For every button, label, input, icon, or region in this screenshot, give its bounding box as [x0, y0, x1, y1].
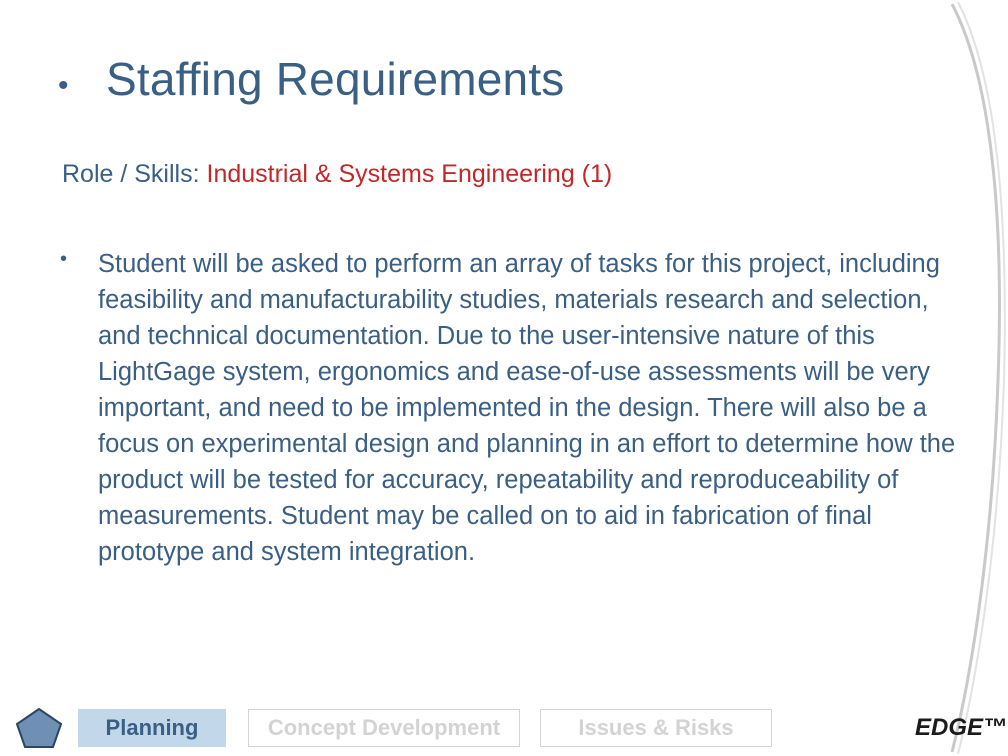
title-text: Staffing Requirements [106, 53, 565, 105]
nav-planning-button[interactable]: Planning [78, 709, 226, 747]
role-skills-line [62, 160, 612, 189]
title-bullet: • [58, 69, 69, 102]
pentagon-home-icon[interactable] [14, 706, 64, 750]
body-paragraph: Student will be asked to perform an array of tasks for this project, including feasibility and manufacturability studies, materials research and selection, and technical documentation. Due to the user-intensive nature of this LightGage system, ergonomics and ease-of-use assessments will be very important, and need to be implemented in the design. There will also be a focus on experimental design and planning in an effort to determine how the product will be tested for accuracy, repeatability and reproduceability of measurements. Student may be called on to aid in fabrication of final prototype and system integration. [98, 250, 956, 566]
edge-logo: EDGE™ [915, 714, 1008, 741]
role-value: Industrial & Systems Engineering (1) [206, 160, 613, 188]
nav-concept-development-button[interactable]: Concept Development [248, 709, 520, 747]
decorative-curve [948, 0, 1008, 756]
slide-title [58, 52, 565, 106]
body-bullet: • [60, 248, 68, 270]
role-label: Role / Skills: [62, 160, 200, 188]
nav-issues-risks-button[interactable]: Issues & Risks [540, 709, 772, 747]
